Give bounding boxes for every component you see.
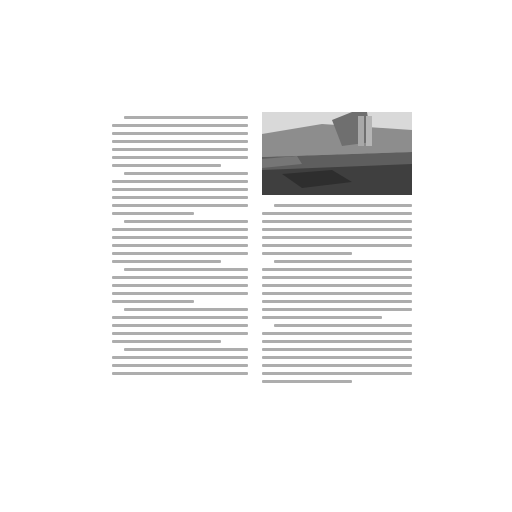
paragraph (112, 172, 248, 215)
paragraph (112, 308, 248, 343)
paragraph (262, 324, 412, 383)
right-column (262, 200, 412, 388)
paragraph (112, 220, 248, 263)
paragraph (112, 268, 248, 303)
paragraph (262, 204, 412, 255)
stadium-photo (262, 112, 412, 195)
left-column (112, 112, 248, 380)
paragraph (262, 260, 412, 319)
paragraph (112, 348, 248, 375)
paragraph (112, 116, 248, 167)
stadium-photo-image (262, 112, 412, 195)
